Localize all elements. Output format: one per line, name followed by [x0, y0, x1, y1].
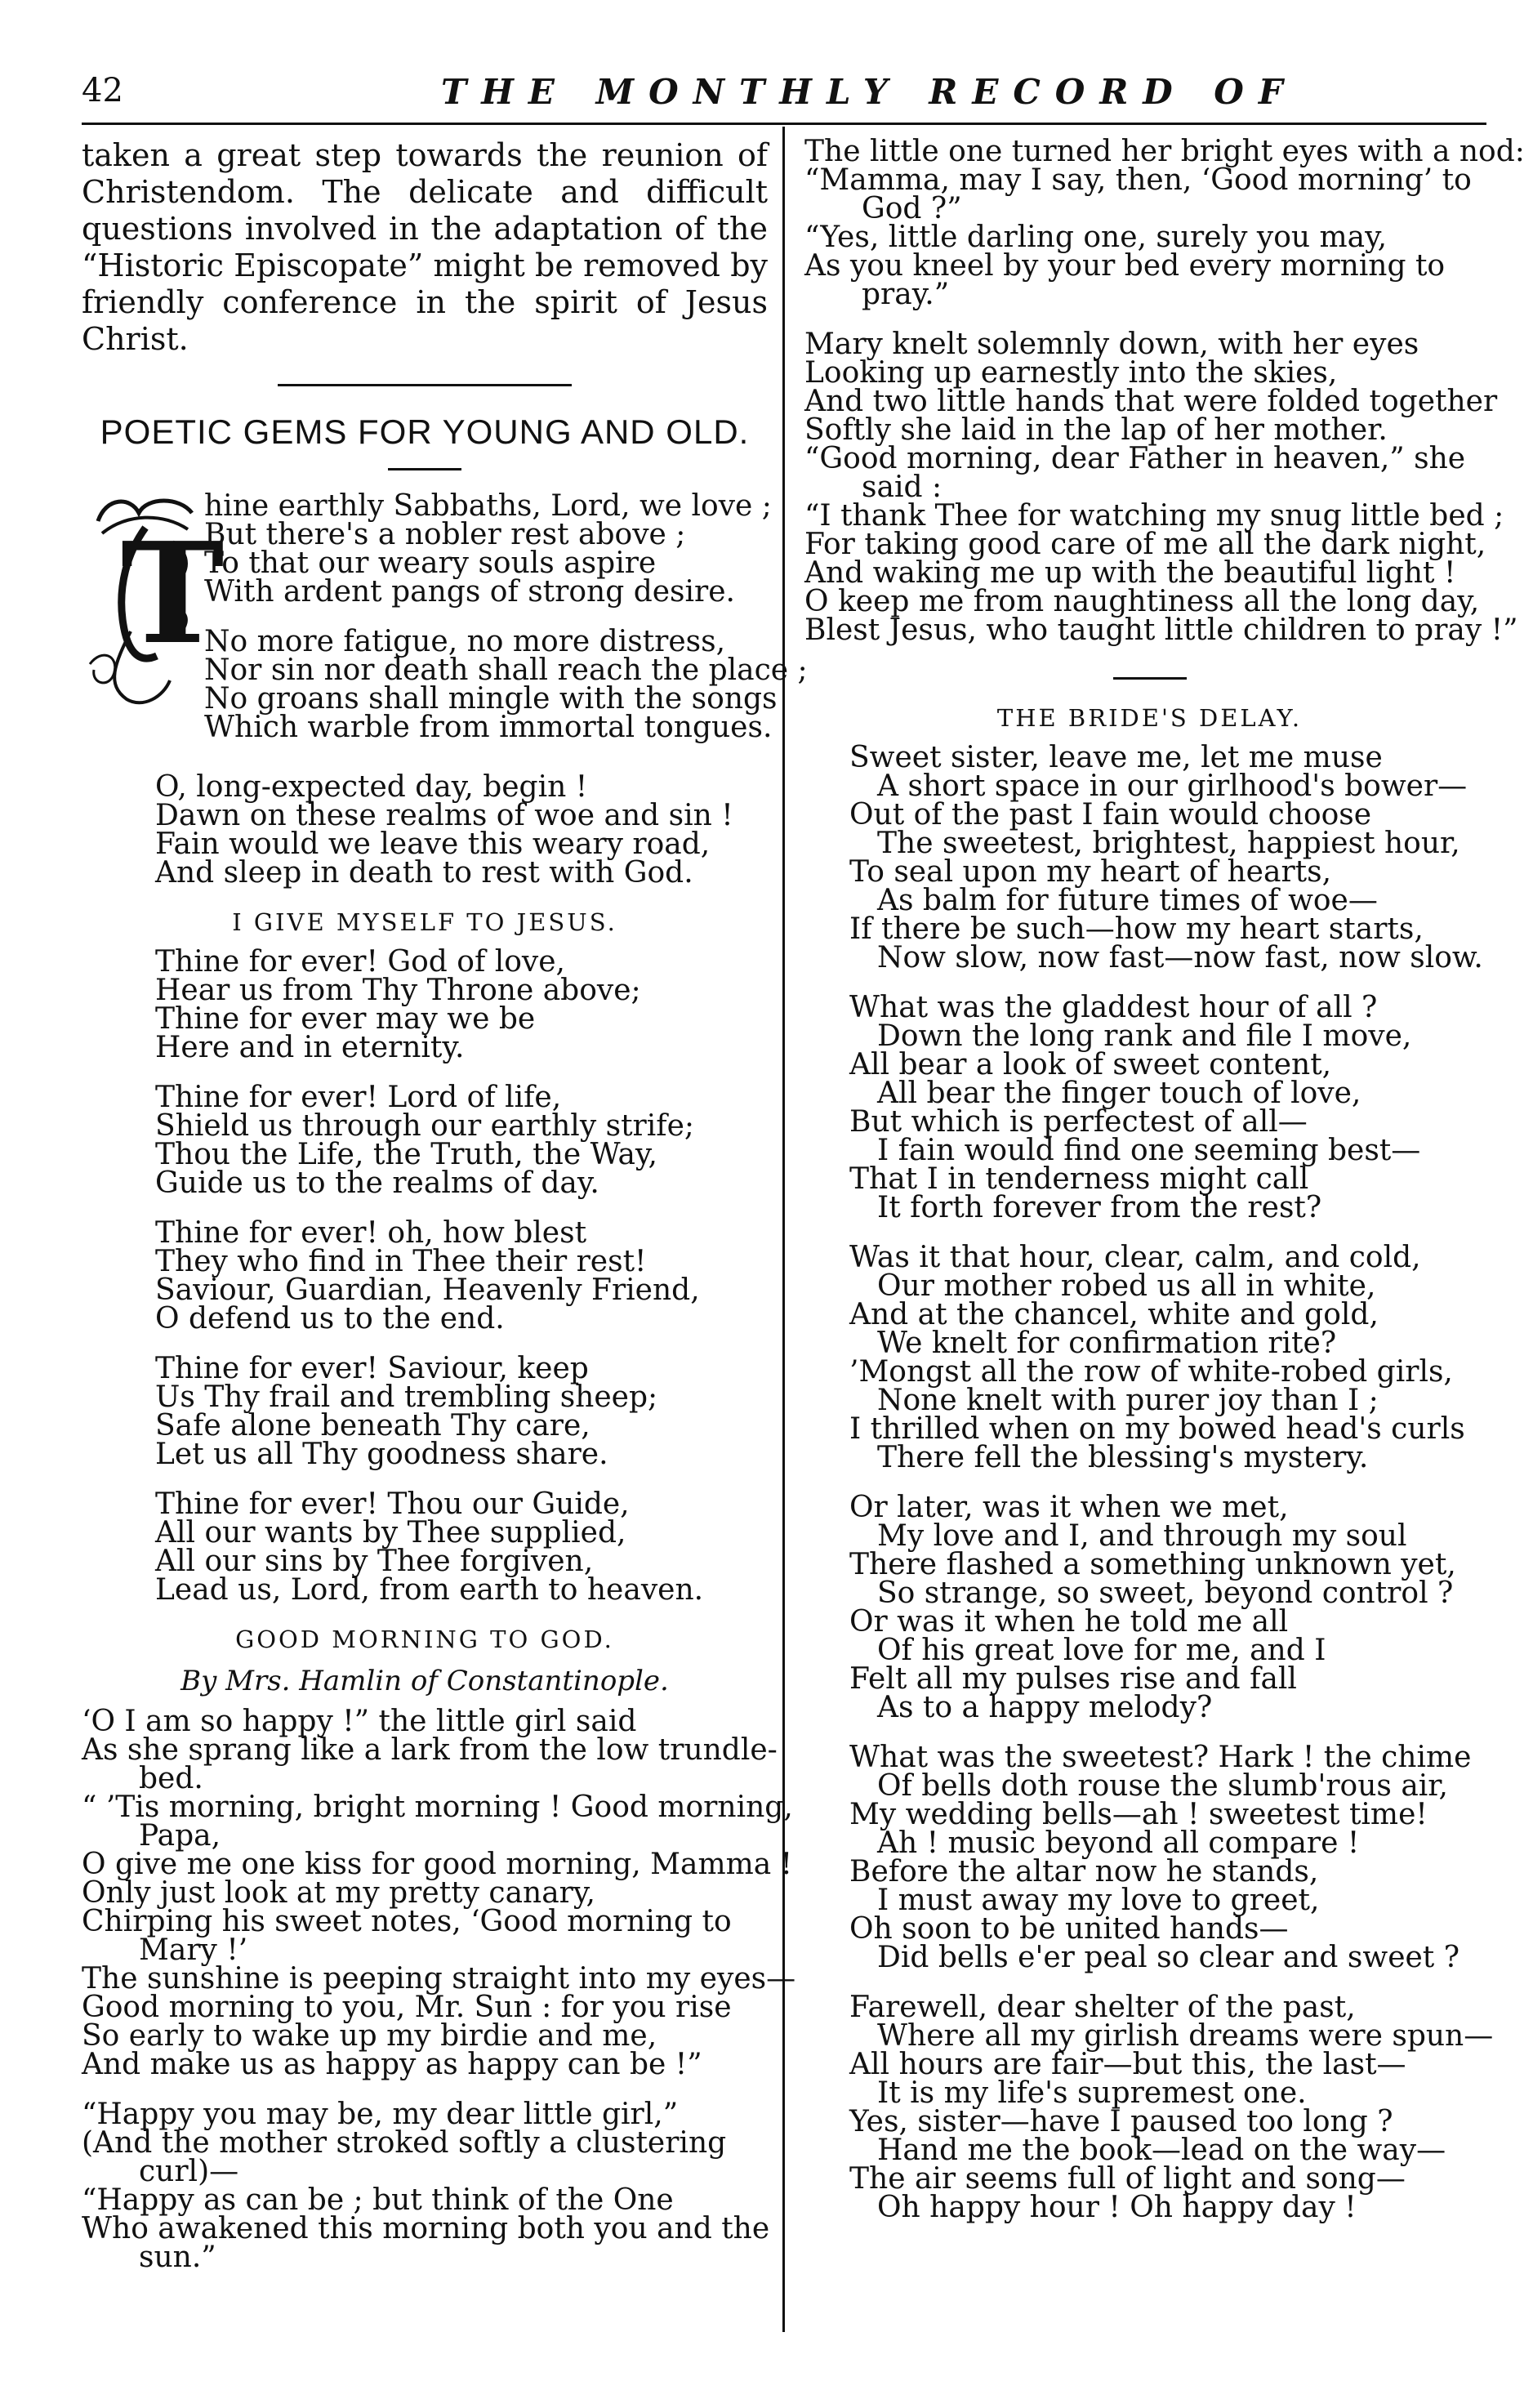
poem-line: I fain would find one seeming best—: [877, 1134, 1421, 1167]
poem-line: Safe alone beneath Thy care,: [155, 1409, 590, 1443]
poem-line: The little one turned her bright eyes with a nod:: [804, 135, 1525, 168]
poem-line: Thine for ever! oh, how blest: [155, 1216, 587, 1250]
poem-line: There fell the blessing's mystery.: [877, 1441, 1369, 1474]
poem-stanza-3: [155, 770, 768, 890]
poem-stanza: [155, 945, 768, 1064]
poem-line: All hours are fair—but this, the last—: [849, 2048, 1406, 2081]
poem-line: ‘O I am so happy !” the little girl said: [82, 1705, 637, 1738]
poem-line: But there's a nobler rest above ;: [204, 518, 686, 551]
poem-line: They who find in Thee their rest!: [155, 1245, 647, 1278]
poem-line: Fain would we leave this weary road,: [155, 827, 711, 861]
intro-paragraph: taken a great step towards the reunion of Christendom. The delicate and difficult questions involved in the adaptation of the “Historic Episcopate” might be removed by friendly conference in the spirit of Jesus Christ.: [82, 137, 768, 357]
poem-stanza: [849, 1743, 1495, 1972]
dropcap-block: [82, 488, 808, 744]
poem-line: To seal upon my heart of hearts,: [849, 855, 1332, 889]
good-morning-stanza-3: [804, 135, 1525, 311]
poem-line: My love and I, and through my soul: [877, 1519, 1407, 1553]
poem-stanza: [849, 1493, 1495, 1722]
poem-line: We knelt for confirmation rite?: [877, 1327, 1337, 1360]
running-title: THE MONTHLY RECORD OF: [441, 72, 1298, 112]
poem-stanza-1: [204, 489, 808, 763]
poem-line: As to a happy melody?: [877, 1691, 1213, 1724]
poem-line: (And the mother stroked softly a clustering: [82, 2126, 727, 2160]
poem-stanza: [82, 2100, 768, 2272]
poem-line: O keep me from naughtiness all the long day,: [804, 585, 1480, 618]
poem-line: Blest Jesus, who taught little children to pray !”: [804, 613, 1518, 647]
poem-stanza: [849, 1993, 1495, 2222]
poem-line: But which is perfectest of all—: [849, 1105, 1308, 1139]
page-number: 42: [82, 72, 123, 109]
poem-line: Down the long rank and file I move,: [877, 1019, 1412, 1053]
poem-line: O give me one kiss for good morning, Mamma !: [82, 1848, 793, 1881]
poem-line: Out of the past I fain would choose: [849, 798, 1372, 832]
poem-line: O defend us to the end.: [155, 1302, 505, 1336]
poem-stanza: [155, 1487, 768, 1607]
poem-line: And sleep in death to rest with God.: [155, 856, 693, 890]
poem-line: What was the sweetest? Hark ! the chime: [849, 1741, 1472, 1774]
poem-line: There flashed a something unknown yet,: [849, 1548, 1456, 1581]
running-header: [82, 72, 1486, 121]
give-myself-heading: I GIVE MYSELF TO JESUS.: [232, 908, 617, 936]
good-morning-heading: GOOD MORNING TO GOD.: [235, 1625, 614, 1653]
poem-line: Who awakened this morning both you and the: [82, 2212, 770, 2245]
poem-line: The air seems full of light and song—: [849, 2162, 1406, 2196]
poem-stanza: [155, 1354, 768, 1469]
section-rule: [278, 384, 572, 386]
poem-line: Thine for ever may we be: [155, 1002, 536, 1036]
good-morning-stanza-2: [82, 2100, 768, 2272]
poem-line: What was the gladdest hour of all ?: [849, 991, 1378, 1024]
poem-line: Where all my girlish dreams were spun—: [877, 2019, 1494, 2053]
poem-line: said :: [862, 470, 943, 504]
section-rule: [1113, 677, 1187, 680]
svg-text:T: T: [121, 512, 225, 676]
column-divider: [782, 127, 785, 2332]
poem-line: Felt all my pulses rise and fall: [849, 1662, 1297, 1696]
header-rule: [82, 123, 1486, 125]
poem-line: Thine for ever! Saviour, keep: [155, 1352, 589, 1385]
poem-line: Dawn on these realms of woe and sin !: [155, 799, 733, 832]
poem-line: That I in tenderness might call: [849, 1162, 1309, 1196]
poem-line: Sweet sister, leave me, let me muse: [849, 741, 1383, 774]
poem-line: hine earthly Sabbaths, Lord, we love ;: [204, 489, 772, 523]
poem-stanza: [804, 328, 1518, 647]
poetic-gems-heading: POETIC GEMS FOR YOUNG AND OLD.: [100, 412, 750, 451]
poem-stanza: [849, 993, 1495, 1222]
poem-line: Hear us from Thy Throne above;: [155, 974, 641, 1007]
brides-delay-heading: THE BRIDE'S DELAY.: [996, 704, 1303, 732]
poem-line: Ah ! music beyond all compare !: [877, 1826, 1360, 1860]
poem-line: Nor sin nor death shall reach the place ;: [204, 653, 808, 687]
poem-line: All our sins by Thee forgiven,: [155, 1545, 594, 1578]
poem-line: And waking me up with the beautiful light !: [804, 556, 1456, 590]
poem-line: “Happy you may be, my dear little girl,”: [82, 2098, 679, 2131]
poem-line: sun.”: [139, 2241, 216, 2274]
poem-line: I must away my love to greet,: [877, 1884, 1320, 1917]
poem-line: Of his great love for me, and I: [877, 1634, 1326, 1667]
poem-line: And two little hands that were folded together: [804, 385, 1498, 418]
poem-line: All our wants by Thee supplied,: [155, 1516, 626, 1550]
poem-line: Chirping his sweet notes, ‘Good morning to: [82, 1905, 732, 1938]
poem-line: curl)—: [139, 2155, 239, 2188]
poem-line: Good morning to you, Mr. Sun : for you rise: [82, 1991, 732, 2024]
poem-line: God ?”: [862, 192, 962, 225]
poem-stanza: [849, 1243, 1495, 1472]
poem-line: My wedding bells—ah ! sweetest time!: [849, 1798, 1428, 1831]
poem-stanza: [82, 1705, 796, 2081]
poem-stanza: [849, 743, 1495, 972]
poem-line: “I thank Thee for watching my snug little bed ;: [804, 499, 1504, 533]
poem-line: So strange, so sweet, beyond control ?: [877, 1576, 1454, 1610]
poem-line: Yes, sister—have I paused too long ?: [849, 2105, 1393, 2138]
poem-line: Softly she laid in the lap of her mother.: [804, 413, 1388, 447]
poem-line: So early to wake up my birdie and me,: [82, 2019, 657, 2053]
poem-line: No groans shall mingle with the songs: [204, 682, 778, 716]
good-morning-stanza-1: [82, 1705, 796, 2081]
left-column: [82, 137, 808, 2293]
poem-line: Here and in eternity.: [155, 1031, 465, 1064]
poem-line: Which warble from immortal tongues.: [204, 711, 773, 744]
poem-line: Mary knelt solemnly down, with her eyes: [804, 328, 1419, 361]
poem-line: “Happy as can be ; but think of the One: [82, 2183, 674, 2217]
poem-line: “Mamma, may I say, then, ‘Good morning’ to: [804, 163, 1472, 197]
poem-line: Thou the Life, the Truth, the Way,: [155, 1138, 657, 1171]
poem-line: I thrilled when on my bowed head's curls: [849, 1412, 1465, 1446]
poem-line: Only just look at my pretty canary,: [82, 1876, 595, 1910]
brides-delay-poem: [849, 743, 1495, 2222]
poem-line: All bear the finger touch of love,: [877, 1077, 1361, 1110]
poem-line: Let us all Thy goodness share.: [155, 1438, 608, 1471]
poem-line: The sweetest, brightest, happiest hour,: [877, 827, 1460, 860]
poem-line: Or later, was it when we met,: [849, 1491, 1289, 1524]
poem-line: None knelt with purer joy than I ;: [877, 1384, 1379, 1417]
poem-line: As you kneel by your bed every morning to: [804, 249, 1446, 283]
poem-line: A short space in our girlhood's bower—: [877, 769, 1468, 803]
poem-line: Or was it when he told me all: [849, 1605, 1289, 1639]
poem-line: If there be such—how my heart starts,: [849, 912, 1424, 946]
give-myself-poem: [155, 945, 768, 1607]
poem-line: It forth forever from the rest?: [877, 1191, 1322, 1224]
poem-line: “Good morning, dear Father in heaven,” she: [804, 442, 1466, 475]
poem-line: No more fatigue, no more distress,: [204, 625, 726, 658]
poem-line: Guide us to the realms of day.: [155, 1166, 599, 1200]
poem-line: Thine for ever! God of love,: [155, 945, 565, 979]
poem-line: Oh soon to be united hands—: [849, 1912, 1289, 1946]
heading-rule: [388, 468, 461, 470]
poem-line: Saviour, Guardian, Heavenly Friend,: [155, 1273, 700, 1307]
poem-line: It is my life's supremest one.: [877, 2076, 1307, 2110]
poem-line: The sunshine is peeping straight into my eyes—: [82, 1962, 796, 1996]
poem-line: And make us as happy as happy can be !”: [82, 2048, 702, 2081]
poem-line: Thine for ever! Thou our Guide,: [155, 1487, 630, 1521]
poem-line: For taking good care of me all the dark night,: [804, 528, 1486, 561]
poem-line: Now slow, now fast—now fast, now slow.: [877, 941, 1483, 974]
poem-line: O, long-expected day, begin !: [155, 770, 588, 804]
poem-line: And at the chancel, white and gold,: [849, 1298, 1379, 1331]
poem-line: Lead us, Lord, from earth to heaven.: [155, 1573, 704, 1607]
poem-line: As balm for future times of woe—: [877, 884, 1378, 917]
poem-stanza: [804, 135, 1525, 311]
poem-line: Was it that hour, clear, calm, and cold,: [849, 1241, 1421, 1274]
poem-line: Us Thy frail and trembling sheep;: [155, 1380, 658, 1414]
poem-line: “ ’Tis morning, bright morning ! Good morning,: [82, 1790, 793, 1824]
poem-line: Hand me the book—lead on the way—: [877, 2134, 1446, 2167]
poem-line: Our mother robed us all in white,: [877, 1269, 1376, 1303]
poem-line: ’Mongst all the row of white-robed girls,: [849, 1355, 1453, 1389]
poem-line: Thine for ever! Lord of life,: [155, 1081, 562, 1114]
right-column: [804, 135, 1525, 2243]
ornamental-dropcap-icon: [82, 488, 225, 717]
poem-line: Looking up earnestly into the skies,: [804, 356, 1338, 390]
poem-line: As she sprang like a lark from the low trundle-: [82, 1733, 778, 1767]
poem-line: To that our weary souls aspire: [204, 546, 657, 580]
poem-line: Shield us through our earthly strife;: [155, 1109, 695, 1143]
poem-line: Before the altar now he stands,: [849, 1855, 1319, 1888]
poem-line: Mary !’: [139, 1933, 248, 1967]
poem-stanza: [155, 1216, 768, 1336]
good-morning-stanza-4: [804, 328, 1518, 647]
poem-line: All bear a look of sweet content,: [849, 1048, 1332, 1081]
poem-line: Farewell, dear shelter of the past,: [849, 1991, 1356, 2024]
poem-line: Did bells e'er peal so clear and sweet ?: [877, 1941, 1460, 1974]
poem-line: With ardent pangs of strong desire.: [204, 575, 735, 609]
poem-line: pray.”: [862, 278, 950, 311]
poem-line: Papa,: [139, 1819, 221, 1853]
poem-line: Of bells doth rouse the slumb'rous air,: [877, 1769, 1448, 1803]
poem-line: “Yes, little darling one, surely you may,: [804, 221, 1388, 254]
poem-line: bed.: [139, 1762, 203, 1795]
poem-stanza: [155, 1081, 768, 1200]
poem-line: Oh happy hour ! Oh happy day !: [877, 2191, 1357, 2224]
good-morning-byline: By Mrs. Hamlin of Constantinople.: [180, 1665, 669, 1697]
